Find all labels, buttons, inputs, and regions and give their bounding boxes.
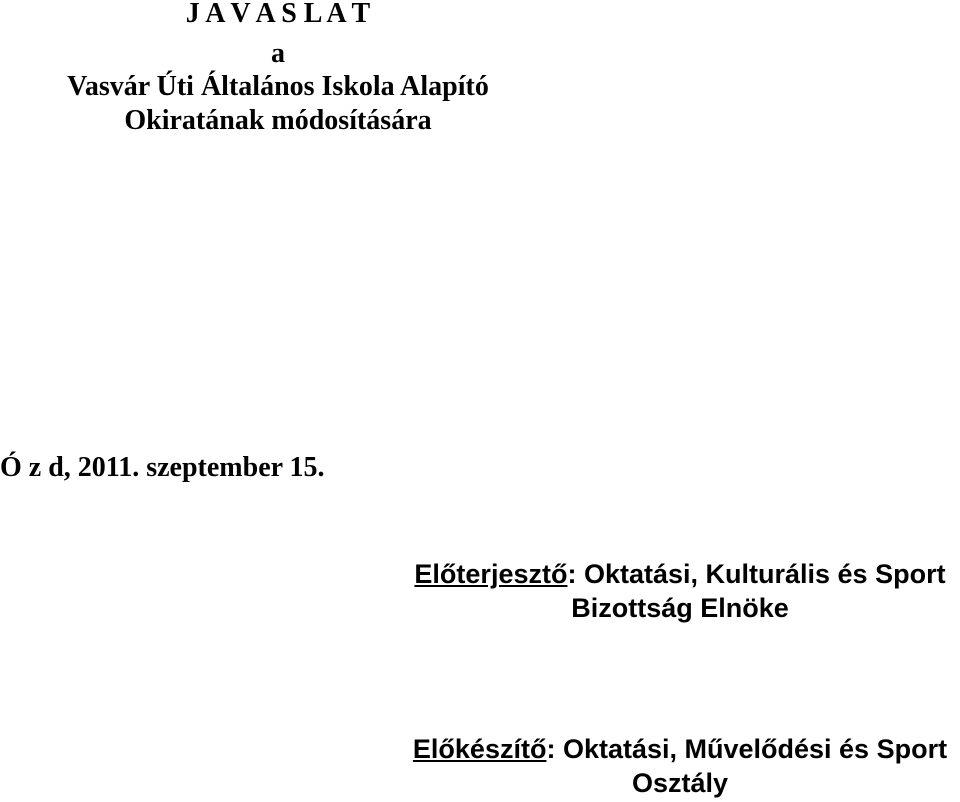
preparer-line-1 — [400, 732, 960, 766]
document-subject: Vasvár Úti Általános Iskola Alapító Okiratának módosítására — [67, 71, 489, 136]
place-and-date: Ó z d, 2011. szeptember 15. — [0, 452, 325, 483]
presenter-name-part-2: Bizottság Elnöke — [571, 593, 789, 623]
preparer-name-part-1: Oktatási, Művelődési és Sport — [555, 734, 948, 764]
preparer-block — [400, 732, 960, 800]
document-title: J A V A S L A T — [185, 0, 371, 29]
preparer-separator: : — [546, 734, 556, 764]
title-connector: a — [271, 38, 285, 69]
presenter-block — [400, 557, 960, 625]
presenter-name-part-1: Oktatási, Kulturális és Sport — [576, 559, 946, 589]
presenter-label: Előterjesztő — [414, 559, 568, 589]
preparer-label: Előkészítő — [412, 734, 547, 764]
preparer-name-part-2: Osztály — [631, 768, 729, 798]
presenter-line-1 — [400, 557, 960, 591]
presenter-separator: : — [567, 559, 577, 589]
